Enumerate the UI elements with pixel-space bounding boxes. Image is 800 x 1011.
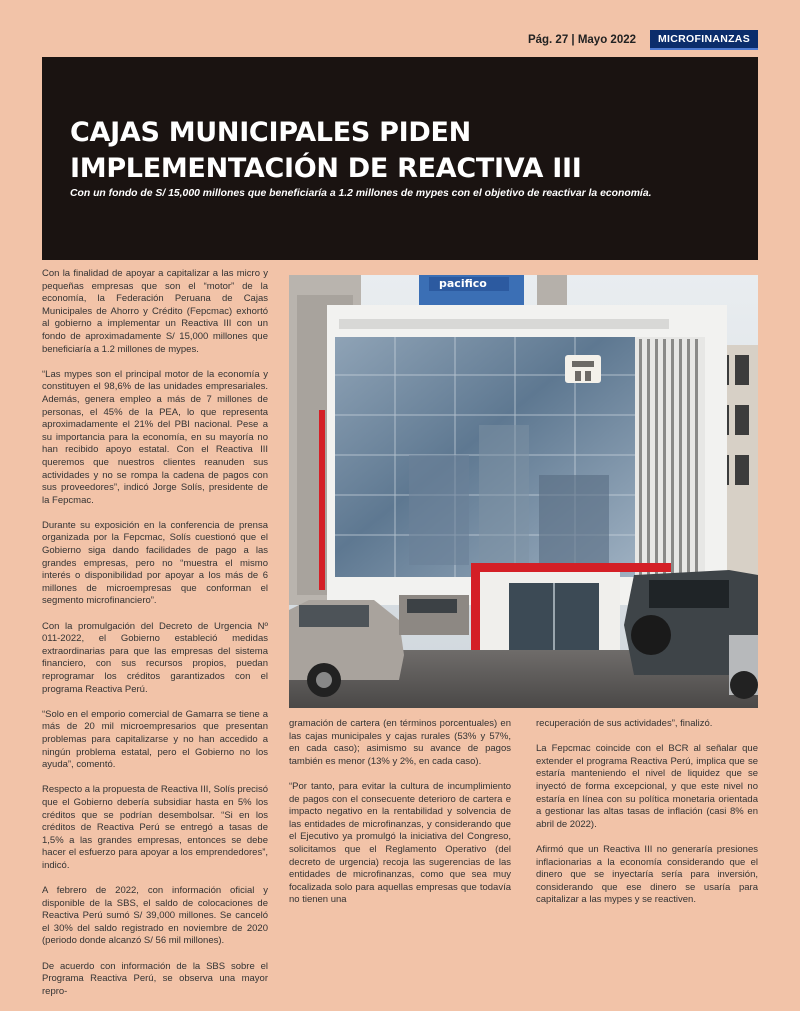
paragraph: A febrero de 2022, con información oficial y disponible de la SBS, el saldo de colocaciones de Reactiva Perú sumó S/ 39,000 millones. Se canceló el 30% del saldo registrado en noviembre de 2020 (periodo donde alcanzó S/ 56 mil millones). — [42, 885, 268, 947]
sign-text: pacifico — [439, 277, 487, 290]
hero-banner — [42, 57, 758, 260]
page-number: Pág. 27 | Mayo 2022 — [527, 34, 637, 46]
section-badge: MICROFINANZAS — [650, 30, 758, 50]
article-column-2 — [289, 718, 511, 920]
article-subtitle: Con un fondo de S/ 15,000 millones que beneficiaría a 1.2 millones de mypes con el objetivo de reactivar la economía. — [70, 188, 652, 199]
paragraph: Con la promulgación del Decreto de Urgencia Nº 011-2022, el Gobierno estableció medidas extraordinarias para que las empresas del sistema financiero, con sus recursos propios, puedan reprogramar los créditos garantizados con el programa Reactiva Perú. — [42, 620, 268, 695]
paragraph: “Por tanto, para evitar la cultura de incumplimiento de pagos con el consecuente deterioro de cartera e impacto negativo en la rentabilidad y solvencia de las entidades de microfinanzas, y considerando que el Ejecutivo ya promulgó la iniciativa del Congreso, solicitamos que el Reglamento Operativo (del decreto de urgencia) recoja las sugerencias de las entidades de microfinanzas, como que sea muy focalizada solo para aquellas empresas que todavía no tienen una — [289, 780, 511, 906]
article-column-3 — [536, 718, 758, 920]
paragraph: “Solo en el emporio comercial de Gamarra se tiene a más de 20 mil microempresarios que presentan problemas para capitalizarse y no han accedido a ningún problema estatal, pero el Gobierno no los ayuda”, comentó. — [42, 708, 268, 771]
paragraph: La Fepcmac coincide con el BCR al señalar que extender el programa Reactiva Perú, implica que se estaría manteniendo el nivel de liquidez que se inyectó de forma excepcional, y que este nivel no estaría en línea con su política monetaria orientada a gestionar las altas tasas de inflación (casi 8% en abril de 2022). — [536, 743, 758, 830]
paragraph: Con la finalidad de apoyar a capitalizar a las micro y pequeñas empresas que son el “motor” de la economía, la Federación Peruana de Cajas Municipales de Ahorro y Crédito (Fepcmac) exhortó al gobierno a implementar un Reactiva III con un fondo de aproximadamente S/ 15,000 millones que beneficiaría a 1.2 millones de mypes. — [42, 268, 268, 355]
paragraph: “Las mypes son el principal motor de la economía y constituyen el 98,6% de las unidades empresariales. Además, genera empleo a más de 7 millones de personas, el 45% de la PEA, lo que representa aproximadamente el 21% del PBI nacional. Pese a su importancia para la economía, en su mayoría no han recibido apoyo estatal. Con el Reactiva III queremos que nuestros clientes reanuden sus actividades y no se rompa la cadena de pagos con sus proveedores”, indicó Jorge Solís, presidente de la Fepcmac. — [42, 368, 268, 506]
article-title: CAJAS MUNICIPALES PIDEN IMPLEMENTACIÓN DE REACTIVA III — [70, 117, 582, 184]
paragraph: Respecto a la propuesta de Reactiva III, Solís precisó que el Gobierno debería subsidiar hasta en 5% los créditos que se podrían desembolsar. “Si en los créditos de Reactiva Perú se entregó a tasas de 1,5% a las grandes empresas, entonces se debe hacer el esfuerzo para apoyar a los emprendedores”, indicó. — [42, 784, 269, 871]
paragraph: Durante su exposición en la conferencia de prensa organizada por la Fepcmac, Solís cuestionó que el Gobierno siga dando facilidades de pago a las grandes empresas, pero no “muestra el mismo interés o disponibilidad por apoyar a los más de 6 millones de microempresas que conforman el segmento microfinanciero”. — [42, 519, 268, 607]
page-header — [528, 30, 758, 50]
paragraph: gramación de cartera (en términos porcentuales) en las cajas municipales y cajas rurales (53% y 57%, en cada caso); asimismo su avance de pagos también es menor (13% y 2%, en cada caso). — [289, 718, 511, 767]
building-illustration — [289, 275, 758, 708]
paragraph: Afirmó que un Reactiva III no generaría presiones inflacionarias a la economía considerando que el dinero que se inyectaría sería para inversión, considerando que ese dinero se usaría para capitalizar a las mypes y se reactiven. — [536, 843, 758, 906]
building-photo — [289, 275, 758, 708]
article-column-1 — [42, 268, 268, 1011]
paragraph: De acuerdo con información de la SBS sobre el Programa Reactiva Perú, se observa una mayor repro- — [42, 960, 268, 997]
paragraph: recuperación de sus actividades”, finalizó. — [536, 718, 713, 729]
